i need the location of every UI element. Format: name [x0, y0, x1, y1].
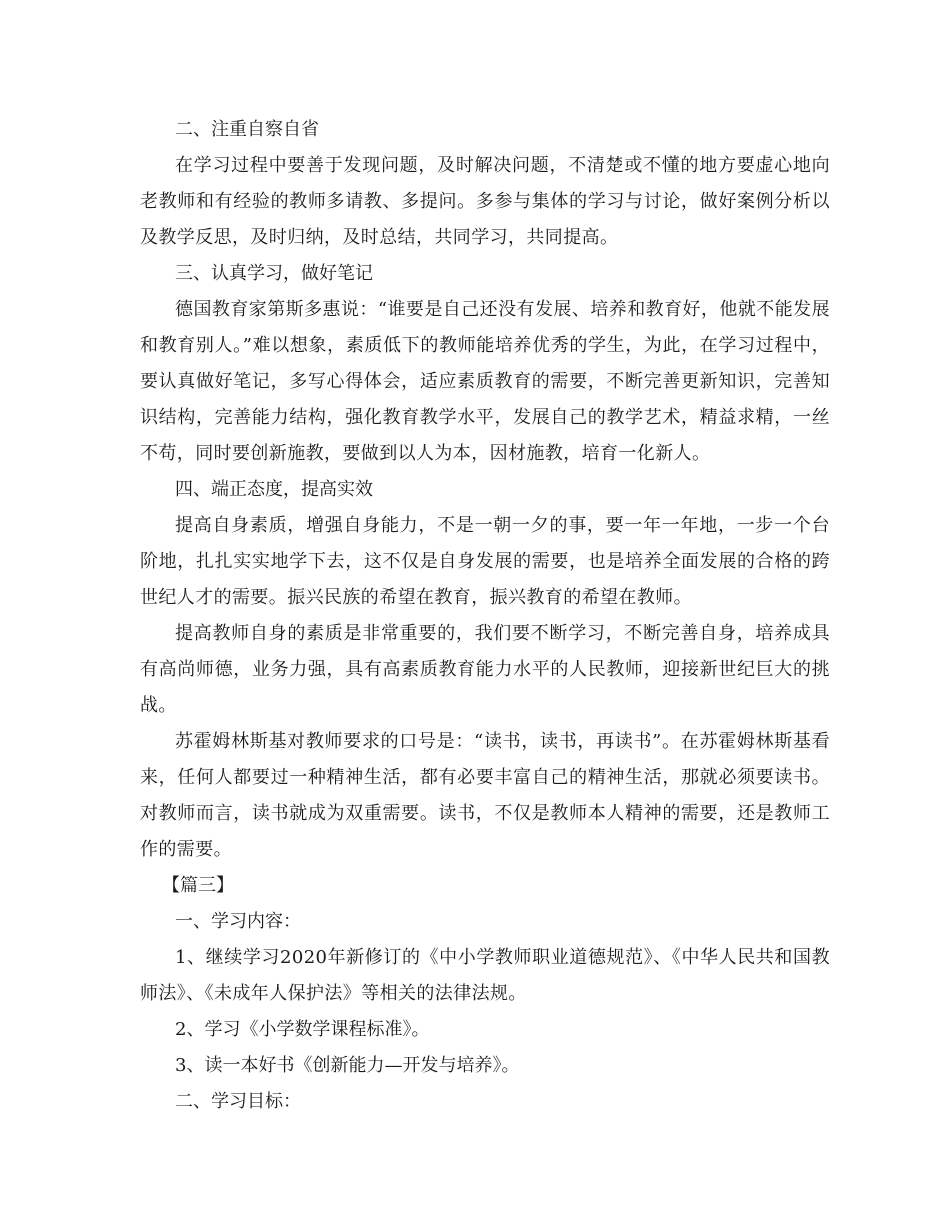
section-heading-study-content: 一、学习内容：: [175, 911, 301, 932]
paragraph-self-reflection: 在学习过程中要善于发现问题，及时解决问题，不清楚或不懂的地方要虚心地向老教师和有经验的教师多请教、多提问。多参与集体的学习与讨论，做好案例分析以及教学反思，及时归纳，及时总结，共同学习，共同提高。: [140, 155, 830, 248]
section-heading-study-notes: 三、认真学习，做好笔记: [175, 263, 373, 284]
paragraph-attitude: 提高自身素质，增强自身能力，不是一朝一夕的事，要一年一年地，一步一个台阶地，扎扎实实地学下去，这不仅是自身发展的需要，也是培养全面发展的合格的跨世纪人才的需要。振兴民族的希望在教育，振兴教育的希望在教师。: [140, 515, 830, 608]
document-body: [140, 112, 830, 1120]
paragraph-reading: 苏霍姆林斯基对教师要求的口号是：“读书，读书，再读书”。在苏霍姆林斯基看来，任何人都要过一种精神生活，都有必要丰富自己的精神生活，那就必须要读书。对教师而言，读书就成为双重需要。读书，不仅是教师本人精神的需要，还是教师工作的需要。: [140, 731, 830, 860]
part-three-tag: 【篇三】: [162, 875, 234, 896]
section-heading-self-reflection: 二、注重自察自省: [175, 119, 319, 140]
list-item-curriculum: 2、学习《小学数学课程标准》。: [175, 1019, 430, 1040]
paragraph-teacher-quality: 提高教师自身的素质是非常重要的，我们要不断学习，不断完善自身，培养成具有高尚师德，业务力强，具有高素质教育能力水平的人民教师，迎接新世纪巨大的挑战。: [140, 623, 830, 716]
list-item-book: 3、读一本好书《创新能力—开发与培养》。: [175, 1055, 520, 1076]
paragraph-study-notes: 德国教育家第斯多惠说：“谁要是自己还没有发展、培养和教育好，他就不能发展和教育别人。”难以想象，素质低下的教师能培养优秀的学生，为此，在学习过程中，要认真做好笔记，多写心得体会，适应素质教育的需要，不断完善更新知识，完善知识结构，完善能力结构，强化教育教学水平，发展自己的教学艺术，精益求精，一丝不苟，同时要创新施教，要做到以人为本，因材施教，培育一化新人。: [140, 299, 830, 464]
section-heading-attitude: 四、端正态度，提高实效: [175, 479, 373, 500]
list-item-laws: 1、继续学习2020年新修订的《中小学教师职业道德规范》、《中华人民共和国教师法》、《未成年人保护法》等相关的法律法规。: [140, 947, 830, 1004]
section-heading-study-goals: 二、学习目标：: [175, 1091, 301, 1112]
